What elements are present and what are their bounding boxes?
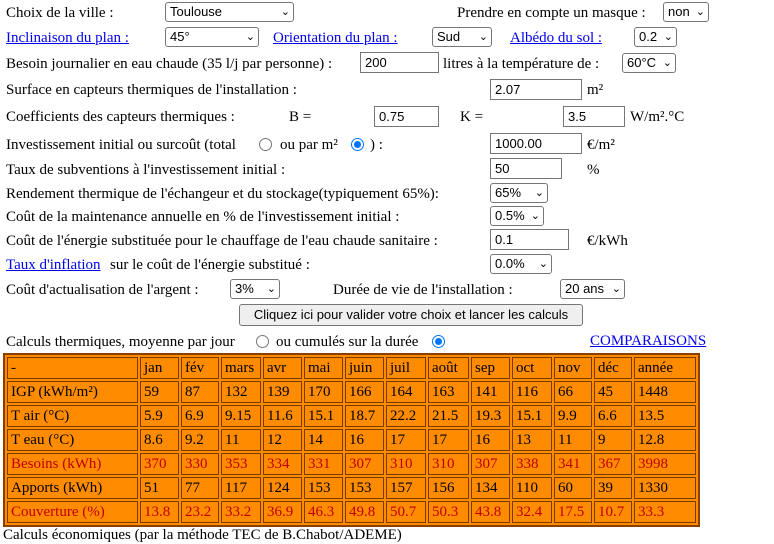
chevron-down-icon: ⌄ (695, 6, 705, 18)
subvention-unit: % (587, 162, 600, 178)
table-cell: 307 (345, 453, 384, 475)
inflation-link[interactable]: Taux d'inflation (6, 257, 101, 273)
table-row (7, 477, 696, 499)
besoin-input[interactable]: 200 (360, 52, 439, 73)
table-row-label: T eau (°C) (7, 429, 138, 451)
surface-unit: m² (587, 82, 604, 98)
table-cell: 9 (594, 429, 632, 451)
table-cell: 43.8 (471, 501, 510, 523)
table-cell: 19.3 (471, 405, 510, 427)
table-cell: 353 (221, 453, 261, 475)
table-cell: 117 (221, 477, 261, 499)
table-cell: 46.3 (304, 501, 343, 523)
orientation-select[interactable] (432, 27, 492, 47)
table-row (7, 381, 696, 403)
litres-label: litres à la température de : (443, 56, 600, 72)
maintenance-select[interactable] (490, 206, 544, 226)
invest-par-m2-radio[interactable] (351, 138, 364, 151)
table-row-label: IGP (kWh/m²) (7, 381, 138, 403)
table-cell: 33.3 (634, 501, 696, 523)
invest-par-m2-label: ou par m² (280, 137, 338, 153)
calc-cumules-radio[interactable] (432, 335, 445, 348)
table-cell: 116 (512, 381, 552, 403)
chevron-down-icon: ⌄ (538, 258, 548, 270)
maintenance-label: Coût de la maintenance annuelle en % de l'investissement initial : (6, 209, 400, 225)
table-cell: 153 (304, 477, 343, 499)
table-cell: 1330 (634, 477, 696, 499)
table-cell: 16 (345, 429, 384, 451)
table-cell: 6.9 (181, 405, 219, 427)
table-cell: 16 (471, 429, 510, 451)
rendement-label: Rendement thermique de l'échangeur et du stockage(typiquement 65%): (6, 186, 439, 202)
table-cell: 12 (263, 429, 302, 451)
invest-label: Investissement initial ou surcoût (total (6, 137, 236, 153)
duree-select[interactable] (560, 279, 625, 299)
b-input[interactable]: 0.75 (374, 106, 439, 127)
table-cell: 15.1 (304, 405, 343, 427)
table-cell: 132 (221, 381, 261, 403)
table-row (7, 405, 696, 427)
chevron-down-icon: ⌄ (478, 31, 488, 43)
table-cell: 166 (345, 381, 384, 403)
table-cell: 370 (140, 453, 179, 475)
table-cell: 49.8 (345, 501, 384, 523)
orientation-select-value: Sud (437, 29, 461, 44)
energie-input[interactable]: 0.1 (490, 229, 569, 250)
table-row-label: Besoins (kWh) (7, 453, 138, 475)
table-cell: 50.7 (386, 501, 426, 523)
chevron-down-icon: ⌄ (266, 283, 276, 295)
energie-unit: €/kWh (587, 233, 628, 249)
table-cell: 153 (345, 477, 384, 499)
table-header-row (7, 357, 696, 379)
inclinaison-select-value: 45° (170, 29, 190, 44)
chevron-down-icon: ⌄ (662, 57, 672, 69)
table-cell: 8.6 (140, 429, 179, 451)
masque-select-value: non (668, 4, 690, 19)
table-cell: 33.2 (221, 501, 261, 523)
table-cell: 17.5 (554, 501, 592, 523)
table-cell: 141 (471, 381, 510, 403)
chevron-down-icon: ⌄ (280, 6, 290, 18)
surface-input[interactable]: 2.07 (490, 79, 582, 100)
coeff-label: Coefficients des capteurs thermiques : (6, 109, 235, 125)
table-header-cell: mai (304, 357, 343, 379)
table-cell: 87 (181, 381, 219, 403)
table-cell: 21.5 (428, 405, 469, 427)
table-row-label: Apports (kWh) (7, 477, 138, 499)
table-cell: 13.5 (634, 405, 696, 427)
table-cell: 14 (304, 429, 343, 451)
ville-label: Choix de la ville : (6, 5, 114, 21)
duree-label: Durée de vie de l'installation : (333, 282, 513, 298)
table-cell: 51 (140, 477, 179, 499)
b-label: B = (289, 109, 312, 125)
table-row-label: T air (°C) (7, 405, 138, 427)
albedo-select[interactable] (634, 27, 677, 47)
table-cell: 66 (554, 381, 592, 403)
table-cell: 1448 (634, 381, 696, 403)
table-header-cell: août (428, 357, 469, 379)
actualisation-label: Coût d'actualisation de l'argent : (6, 282, 199, 298)
table-cell: 11 (221, 429, 261, 451)
table-cell: 341 (554, 453, 592, 475)
k-label: K = (460, 109, 484, 125)
inflation-select[interactable] (490, 254, 552, 274)
inclinaison-link[interactable]: Inclinaison du plan : (6, 30, 129, 46)
subvention-input[interactable]: 50 (490, 158, 562, 179)
table-cell: 11 (554, 429, 592, 451)
duree-select-value: 20 ans (565, 281, 605, 296)
table-cell: 18.7 (345, 405, 384, 427)
table-row (7, 453, 696, 475)
table-cell: 110 (512, 477, 552, 499)
table-row (7, 429, 696, 451)
invest-input[interactable]: 1000.00 (490, 133, 582, 154)
table-cell: 170 (304, 381, 343, 403)
table-cell: 157 (386, 477, 426, 499)
table-cell: 9.9 (554, 405, 592, 427)
table-cell: 5.9 (140, 405, 179, 427)
chevron-down-icon: ⌄ (245, 31, 255, 43)
invest-total-radio[interactable] (259, 138, 272, 151)
table-cell: 39 (594, 477, 632, 499)
table-cell: 139 (263, 381, 302, 403)
table-cell: 334 (263, 453, 302, 475)
table-cell: 59 (140, 381, 179, 403)
table-cell: 124 (263, 477, 302, 499)
inflation-label: sur le coût de l'énergie substitué : (110, 257, 310, 273)
table-cell: 9.2 (181, 429, 219, 451)
ville-select-value: Toulouse (170, 4, 223, 19)
table-header-cell: déc (594, 357, 632, 379)
table-cell: 331 (304, 453, 343, 475)
rendement-select-value: 65% (495, 185, 522, 200)
albedo-link[interactable]: Albédo du sol : (510, 30, 603, 46)
table-cell: 134 (471, 477, 510, 499)
chevron-down-icon: ⌄ (530, 210, 540, 222)
chevron-down-icon: ⌄ (534, 187, 544, 199)
table-cell: 17 (428, 429, 469, 451)
table-cell: 310 (386, 453, 426, 475)
energie-label: Coût de l'énergie substituée pour le chauffage de l'eau chaude sanitaire : (6, 233, 438, 249)
masque-select[interactable] (663, 2, 709, 22)
invest-close-label: ) : (370, 137, 383, 153)
maintenance-select-value: 0.5% (495, 208, 525, 223)
chevron-down-icon: ⌄ (663, 31, 673, 43)
calculs-economiques-label: Calculs économiques (par la méthode TEC de B.Chabot/ADEME) (3, 527, 402, 543)
table-cell: 9.15 (221, 405, 261, 427)
table-cell: 22.2 (386, 405, 426, 427)
rendement-select[interactable] (490, 183, 548, 203)
table-cell: 12.8 (634, 429, 696, 451)
calc-moyenne-radio[interactable] (256, 335, 269, 348)
table-header-cell: mars (221, 357, 261, 379)
chevron-down-icon: ⌄ (611, 283, 621, 295)
table-cell: 164 (386, 381, 426, 403)
subvention-label: Taux de subventions à l'investissement initial : (6, 162, 286, 178)
actualisation-select[interactable] (230, 279, 280, 299)
table-cell: 77 (181, 477, 219, 499)
table-cell: 17 (386, 429, 426, 451)
albedo-select-value: 0.2 (639, 29, 658, 44)
besoin-label: Besoin journalier en eau chaude (35 l/j par personne) : (6, 56, 333, 72)
table-cell: 15.1 (512, 405, 552, 427)
table-cell: 3998 (634, 453, 696, 475)
table-header-cell: avr (263, 357, 302, 379)
table-header-cell: année (634, 357, 696, 379)
orientation-link[interactable]: Orientation du plan : (273, 30, 398, 46)
inflation-select-value: 0.0% (495, 256, 525, 271)
table-cell: 367 (594, 453, 632, 475)
table-cell: 6.6 (594, 405, 632, 427)
table-header-cell: fév (181, 357, 219, 379)
table-cell: 338 (512, 453, 552, 475)
k-unit: W/m².°C (630, 109, 685, 125)
table-cell: 13.8 (140, 501, 179, 523)
table-header-cell: nov (554, 357, 592, 379)
submit-button[interactable]: Cliquez ici pour valider votre choix et lancer les calculs (239, 304, 583, 326)
table-cell: 10.7 (594, 501, 632, 523)
table-header-cell: juil (386, 357, 426, 379)
table-cell: 36.9 (263, 501, 302, 523)
table-header-cell: jan (140, 357, 179, 379)
table-cell: 32.4 (512, 501, 552, 523)
table-cell: 163 (428, 381, 469, 403)
calc-moyenne-label: Calculs thermiques, moyenne par jour (6, 334, 235, 350)
table-cell: 45 (594, 381, 632, 403)
temperature-select[interactable] (622, 53, 676, 73)
comparaisons-link[interactable]: COMPARAISONS (590, 333, 707, 349)
ville-select[interactable] (165, 2, 294, 22)
table-header-cell: sep (471, 357, 510, 379)
calc-cumules-label: ou cumulés sur la durée (276, 334, 419, 350)
table-cell: 60 (554, 477, 592, 499)
table-corner-cell: - (7, 357, 138, 379)
results-table (3, 353, 700, 527)
table-header-cell: oct (512, 357, 552, 379)
table-cell: 310 (428, 453, 469, 475)
table-header-cell: juin (345, 357, 384, 379)
k-input[interactable]: 3.5 (563, 106, 625, 127)
surface-label: Surface en capteurs thermiques de l'installation : (6, 82, 297, 98)
table-cell: 23.2 (181, 501, 219, 523)
temperature-select-value: 60°C (627, 55, 657, 70)
table-cell: 156 (428, 477, 469, 499)
table-cell: 50.3 (428, 501, 469, 523)
invest-unit: €/m² (587, 137, 615, 153)
actualisation-select-value: 3% (235, 281, 254, 296)
inclinaison-select[interactable] (165, 27, 259, 47)
table-row (7, 501, 696, 523)
table-row-label: Couverture (%) (7, 501, 138, 523)
table-cell: 13 (512, 429, 552, 451)
table-cell: 307 (471, 453, 510, 475)
table-cell: 330 (181, 453, 219, 475)
masque-label: Prendre en compte un masque : (457, 5, 646, 21)
table-cell: 11.6 (263, 405, 302, 427)
